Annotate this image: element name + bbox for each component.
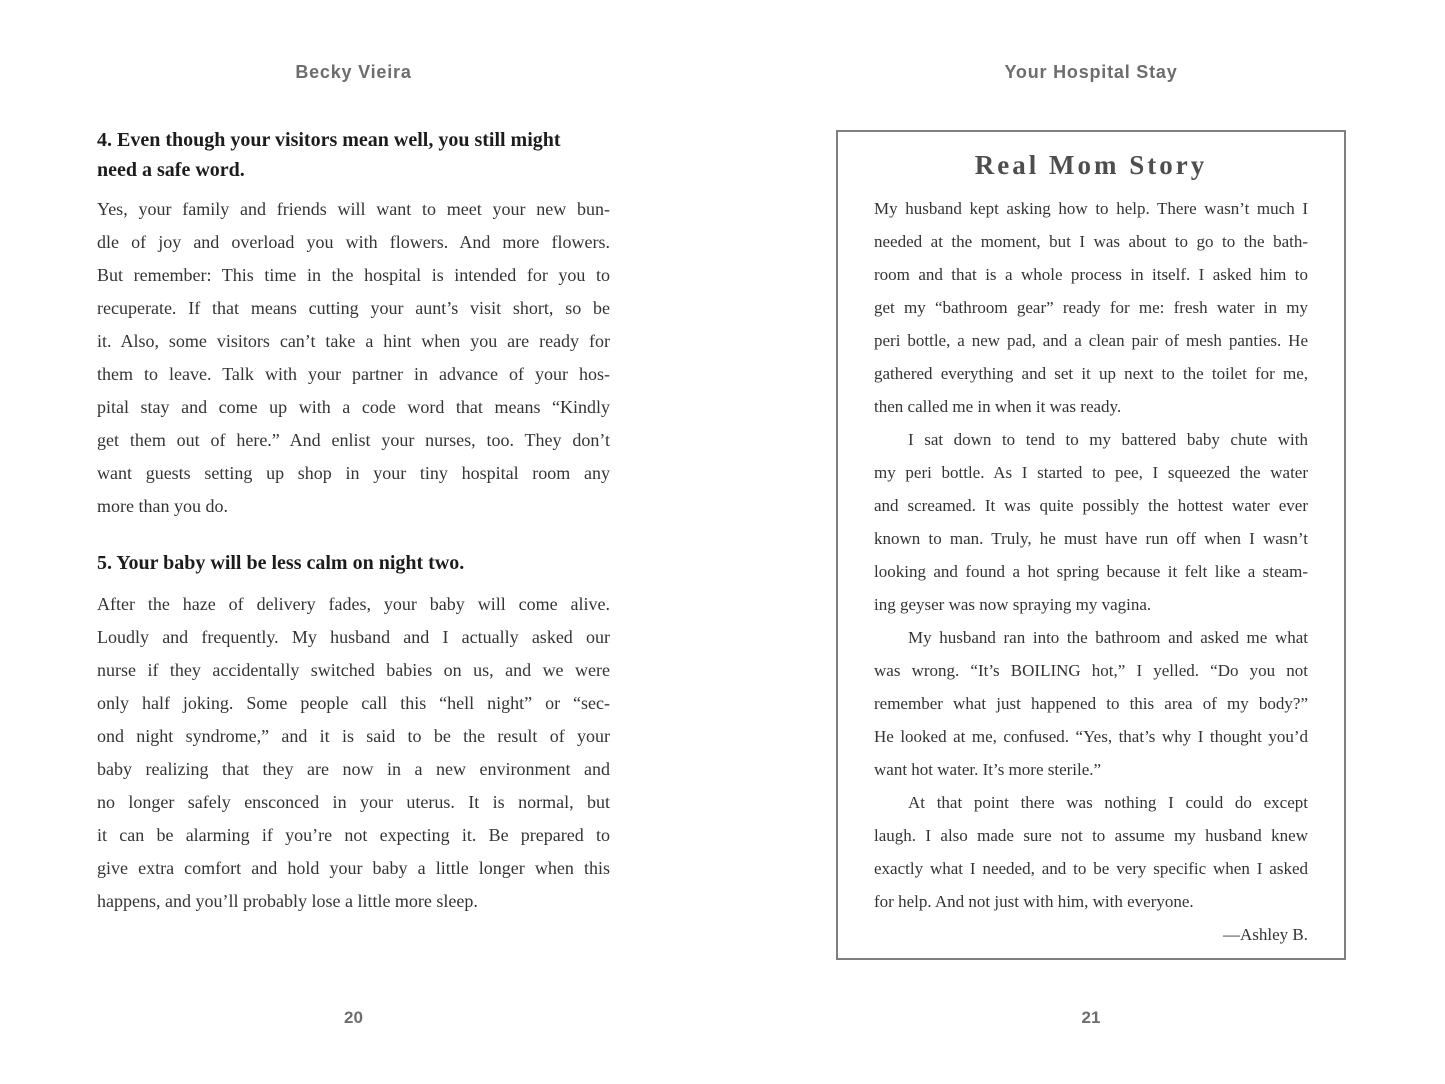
real-mom-story-box bbox=[836, 130, 1346, 960]
section-5-heading bbox=[97, 548, 610, 578]
text-line: gathered everything and set it up next to the toilet for me, bbox=[874, 364, 1308, 383]
text-line: ing geyser was now spraying my vagina. bbox=[874, 595, 1152, 614]
text-line: looking and found a hot spring because it felt like a steam- bbox=[874, 562, 1308, 581]
text-line: Yes, your family and friends will want to meet your new bun- bbox=[97, 199, 610, 219]
text-line: He looked at me, confused. “Yes, that’s why I thought you’d bbox=[874, 727, 1308, 746]
text-line: I sat down to tend to my battered baby chute with bbox=[908, 430, 1308, 449]
story-paragraph bbox=[874, 423, 1308, 621]
text-line: get my “bathroom gear” ready for me: fresh water in my bbox=[874, 298, 1308, 317]
story-box-title: Real Mom Story bbox=[974, 150, 1208, 180]
text-line: needed at the moment, but I was about to go to the bath- bbox=[874, 232, 1308, 251]
text-line: it. Also, some visitors can’t take a hint when you are ready for bbox=[97, 331, 610, 351]
text-line: known to man. Truly, he must have run off when I wasn’t bbox=[874, 529, 1308, 548]
story-attribution: —Ashley B. bbox=[1223, 925, 1308, 944]
text-line: baby realizing that they are now in a new environment and bbox=[97, 759, 610, 779]
text-line: At that point there was nothing I could do except bbox=[908, 793, 1308, 812]
section-4-heading bbox=[97, 125, 610, 185]
left-running-header: Becky Vieira bbox=[295, 62, 412, 82]
left-page bbox=[97, 0, 610, 1084]
text-line: laugh. I also made sure not to assume my husband knew bbox=[874, 826, 1308, 845]
text-line: ond night syndrome,” and it is said to be the result of your bbox=[97, 726, 610, 746]
section-5-paragraph bbox=[97, 588, 610, 918]
text-line: it can be alarming if you’re not expecting it. Be prepared to bbox=[97, 825, 610, 845]
text-line: want guests setting up shop in your tiny hospital room any bbox=[97, 463, 610, 483]
text-line: only half joking. Some people call this “hell night” or “sec- bbox=[97, 693, 610, 713]
text-line: and screamed. It was quite possibly the hottest water ever bbox=[874, 496, 1308, 515]
text-line: get them out of here.” And enlist your nurses, too. They don’t bbox=[97, 430, 610, 450]
right-page-number: 21 bbox=[1081, 1008, 1101, 1027]
text-line: recuperate. If that means cutting your aunt’s visit short, so be bbox=[97, 298, 610, 318]
text-line: room and that is a whole process in itself. I asked him to bbox=[874, 265, 1308, 284]
text-line: My husband ran into the bathroom and asked me what bbox=[908, 628, 1308, 647]
text-line: But remember: This time in the hospital is intended for you to bbox=[97, 265, 610, 285]
text-line: give extra comfort and hold your baby a little longer when this bbox=[97, 858, 610, 878]
text-line: Loudly and frequently. My husband and I actually asked our bbox=[97, 627, 610, 647]
left-page-number: 20 bbox=[344, 1008, 363, 1027]
text-line: peri bottle, a new pad, and a clean pair of mesh panties. He bbox=[874, 331, 1308, 350]
heading-line: 5. Your baby will be less calm on night two. bbox=[97, 552, 465, 574]
text-line: dle of joy and overload you with flowers. And more flowers. bbox=[97, 232, 610, 252]
text-line: more than you do. bbox=[97, 496, 228, 516]
text-line: My husband kept asking how to help. There wasn’t much I bbox=[874, 199, 1308, 218]
text-line: happens, and you’ll probably lose a little more sleep. bbox=[97, 891, 478, 911]
text-line: my peri bottle. As I started to pee, I squeezed the water bbox=[874, 463, 1308, 482]
story-paragraph bbox=[874, 621, 1308, 786]
text-line: want hot water. It’s more sterile.” bbox=[874, 760, 1102, 779]
story-paragraph bbox=[874, 786, 1308, 918]
text-line: After the haze of delivery fades, your baby will come alive. bbox=[97, 594, 610, 614]
text-line: them to leave. Talk with your partner in advance of your hos- bbox=[97, 364, 610, 384]
heading-line: need a safe word. bbox=[97, 159, 245, 181]
text-line: nurse if they accidentally switched babies on us, and we were bbox=[97, 660, 610, 680]
section-4-paragraph bbox=[97, 193, 610, 523]
text-line: no longer safely ensconced in your uterus. It is normal, but bbox=[97, 792, 610, 812]
text-line: pital stay and come up with a code word that means “Kindly bbox=[97, 397, 610, 417]
text-line: remember what just happened to this area of my body?” bbox=[874, 694, 1308, 713]
heading-line: 4. Even though your visitors mean well, you still might bbox=[97, 129, 561, 151]
text-line: for help. And not just with him, with everyone. bbox=[874, 892, 1194, 911]
text-line: then called me in when it was ready. bbox=[874, 397, 1122, 416]
right-running-header: Your Hospital Stay bbox=[1004, 62, 1178, 82]
text-line: was wrong. “It’s BOILING hot,” I yelled. “Do you not bbox=[874, 661, 1308, 680]
story-paragraph bbox=[874, 192, 1308, 423]
text-line: exactly what I needed, and to be very specific when I asked bbox=[874, 859, 1308, 878]
